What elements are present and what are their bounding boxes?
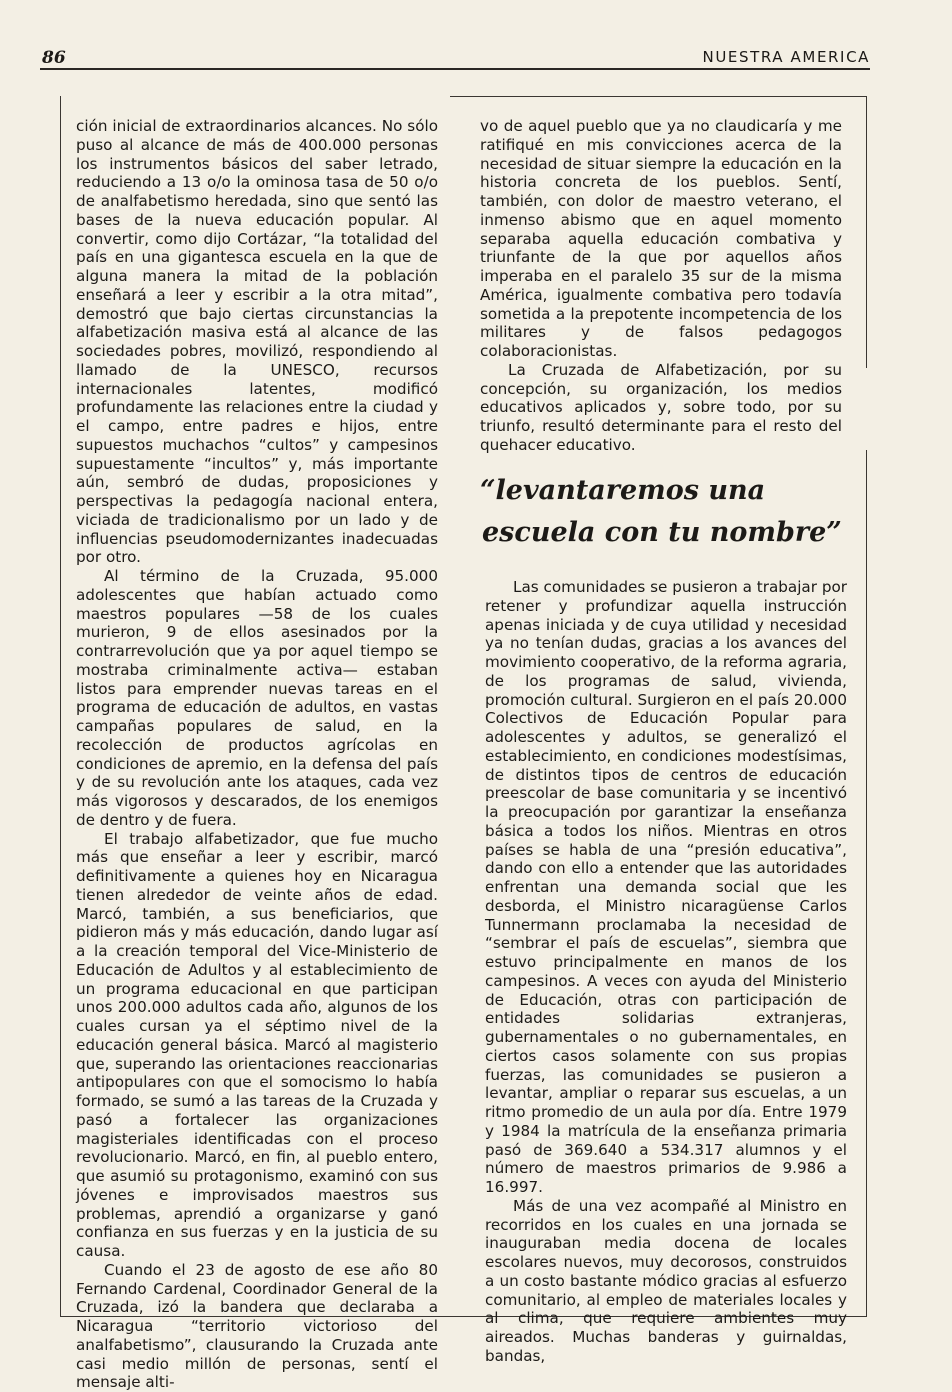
paragraph: Las comunidades se pusieron a trabajar por retener y profundizar aquella instrucción apenas iniciada y de cuya utilidad y necesidad ya no tenían dudas, gracias a los avances del movimiento cooperativo, de la reforma agraria, de los programas de salud, vivienda, promoción cultural. Surgieron en el país 20.000 Colectivos de Educación Popular para adolescentes y adultos, se generalizó el establecimiento, en condiciones modestísimas, de distintos tipos de centros de educación preescolar de base comunitaria y se incentivó la preocupación por garantizar la enseñanza básica a todos los niños. Mientras en otros países se habla de una “presión educativa”, dando con ello a entender que las autoridades enfrentan una demanda social que les desborda, el Ministro nicaragüense Carlos Tunnermann proclamaba la necesidad de “sembrar el país de escuelas”, siembra que estuvo principalmente en manos de los campesinos. A veces con ayuda del Ministerio de Educación, otras con participación de entidades solidarias extranjeras, gubernamentales o no gubernamentales, en ciertos casos solamente con sus propias fuerzas, las comunidades se pusieron a levantar, ampliar o reparar sus escuelas, a un ritmo promedio de un aula por día. Entre 1979 y 1984 la matrícula de la enseñanza primaria pasó de 369.640 a 534.317 alumnos y el número de maestros primarios de 9.986 a 16.997.	[485, 578, 847, 1196]
frame-right-rule-lower	[866, 450, 867, 1316]
paragraph: El trabajo alfabetizador, que fue mucho más que enseñar a leer y escribir, marcó definitivamente a quienes hoy en Nicaragua tienen alrededor de veinte años de edad. Marcó, también, a sus beneficiarios, que pidieron más y más educación, dando lugar así a la creación temporal del Vice-Ministerio de Educación de Adultos y al establecimiento de un programa educacional en que participan unos 200.000 adultos cada año, algunos de los cuales cursan ya el séptimo nivel de la educación general básica. Marcó al magisterio que, superando las orientaciones reaccionarias antipopulares con que el somocismo lo había formado, se sumó a las tareas de la Cruzada y pasó a fortalecer las organizaciones magisteriales identificadas con el proceso revolucionario. Marcó, en fin, al pueblo entero, que asumió su protagonismo, examinó con sus jóvenes e improvisados maestros sus problemas, aprendió a organizarse y ganó confianza en sus fuerzas y en la justicia de su causa.	[76, 829, 438, 1260]
journal-title: NUESTRA AMERICA	[702, 48, 870, 66]
right-column-bottom	[485, 578, 847, 1366]
page-number: 86	[42, 48, 66, 68]
page-header	[40, 46, 870, 70]
paragraph: La Cruzada de Alfabetización, por su concepción, su organización, los medios educativos aplicados y, sobre todo, por su triunfo, resultó determinante para el resto del quehacer educativo.	[480, 360, 842, 454]
paragraph: Cuando el 23 de agosto de ese año 80 Fernando Cardenal, Coordinador General de la Cruzada, izó la bandera que declaraba a Nicaragua “territorio victorioso del analfabetismo”, clausurando la Cruzada ante casi medio millón de personas, sentí el mensaje alti-	[76, 1260, 438, 1392]
frame-top-rule	[450, 96, 866, 97]
paragraph: Más de una vez acompañé al Ministro en recorridos en los cuales en una jornada se inauguraban media docena de locales escolares nuevos, muy decorosos, construidos a un costo bastante módico gracias al esfuerzo comunitario, al empleo de materiales locales y al clima, que requiere ambientes muy aireados. Muchas banderas y guirnaldas, bandas,	[485, 1196, 847, 1365]
paragraph: Al término de la Cruzada, 95.000 adolescentes que habían actuado como maestros populares —58 de los cuales murieron, 9 de ellos asesinados por la contrarrevolución que ya por aquel tiempo se mostraba criminalmente activa— estaban listos para emprender nuevas tareas en el programa de educación de adultos, en vastas campañas populares de salud, en la recolección de productos agrícolas en condiciones de apremio, en la defensa del país y de su revolución ante los ataques, cada vez más vigorosos y descarados, de los enemigos de dentro y de fuera.	[76, 567, 438, 829]
paragraph: vo de aquel pueblo que ya no claudicaría y me ratifiqué en mis convicciones acerca de la necesidad de situar siempre la educación en la historia concreta de los pueblos. Sentí, también, con dolor de maestro veterano, el inmenso abismo que en aquel momento separaba aquella educación combativa y triunfante de la que por aquellos años imperaba en el paralelo 35 sur de la misma América, igualmente combativa pero todavía sometida a la prepotente incompetencia de los militares y de falsos pedagogos colaboracionistas.	[480, 117, 842, 360]
section-heading-line-2: escuela con tu nombre”	[482, 517, 842, 548]
paragraph: ción inicial de extraordinarios alcances. No sólo puso al alcance de más de 400.000 personas los instrumentos básicos del saber letrado, reduciendo a 13 o/o la ominosa tasa de 50 o/o de analfabetismo heredada, sino que sentó las bases de la nueva educación popular. Al convertir, como dijo Cortázar, “la totalidad del país en una gigantesca escuela en la que de alguna manera la mitad de la población enseñará a leer y escribir a la otra mitad”, demostró que bajo ciertas circunstancias la alfabetización masiva está al alcance de las sociedades pobres, movilizó, respondiendo al llamado de la UNESCO, recursos internacionales latentes, modificó profundamente las relaciones entre la ciudad y el campo, entre padres e hijos, entre supuestos muchachos “cultos” y campesinos supuestamente “incultos” y, más importante aún, sembró de dudas, proposiciones y perspectivas la pedagogía nacional entera, viciada de tradicionalismo por un lado y de influencias pseudomodernizantes inadecuadas por otro.	[76, 117, 438, 567]
frame-right-rule	[866, 96, 867, 368]
right-column-top	[480, 117, 842, 455]
section-heading-line-1: “levantaremos una	[480, 475, 766, 506]
section-heading	[480, 470, 850, 554]
left-column	[76, 117, 438, 1392]
